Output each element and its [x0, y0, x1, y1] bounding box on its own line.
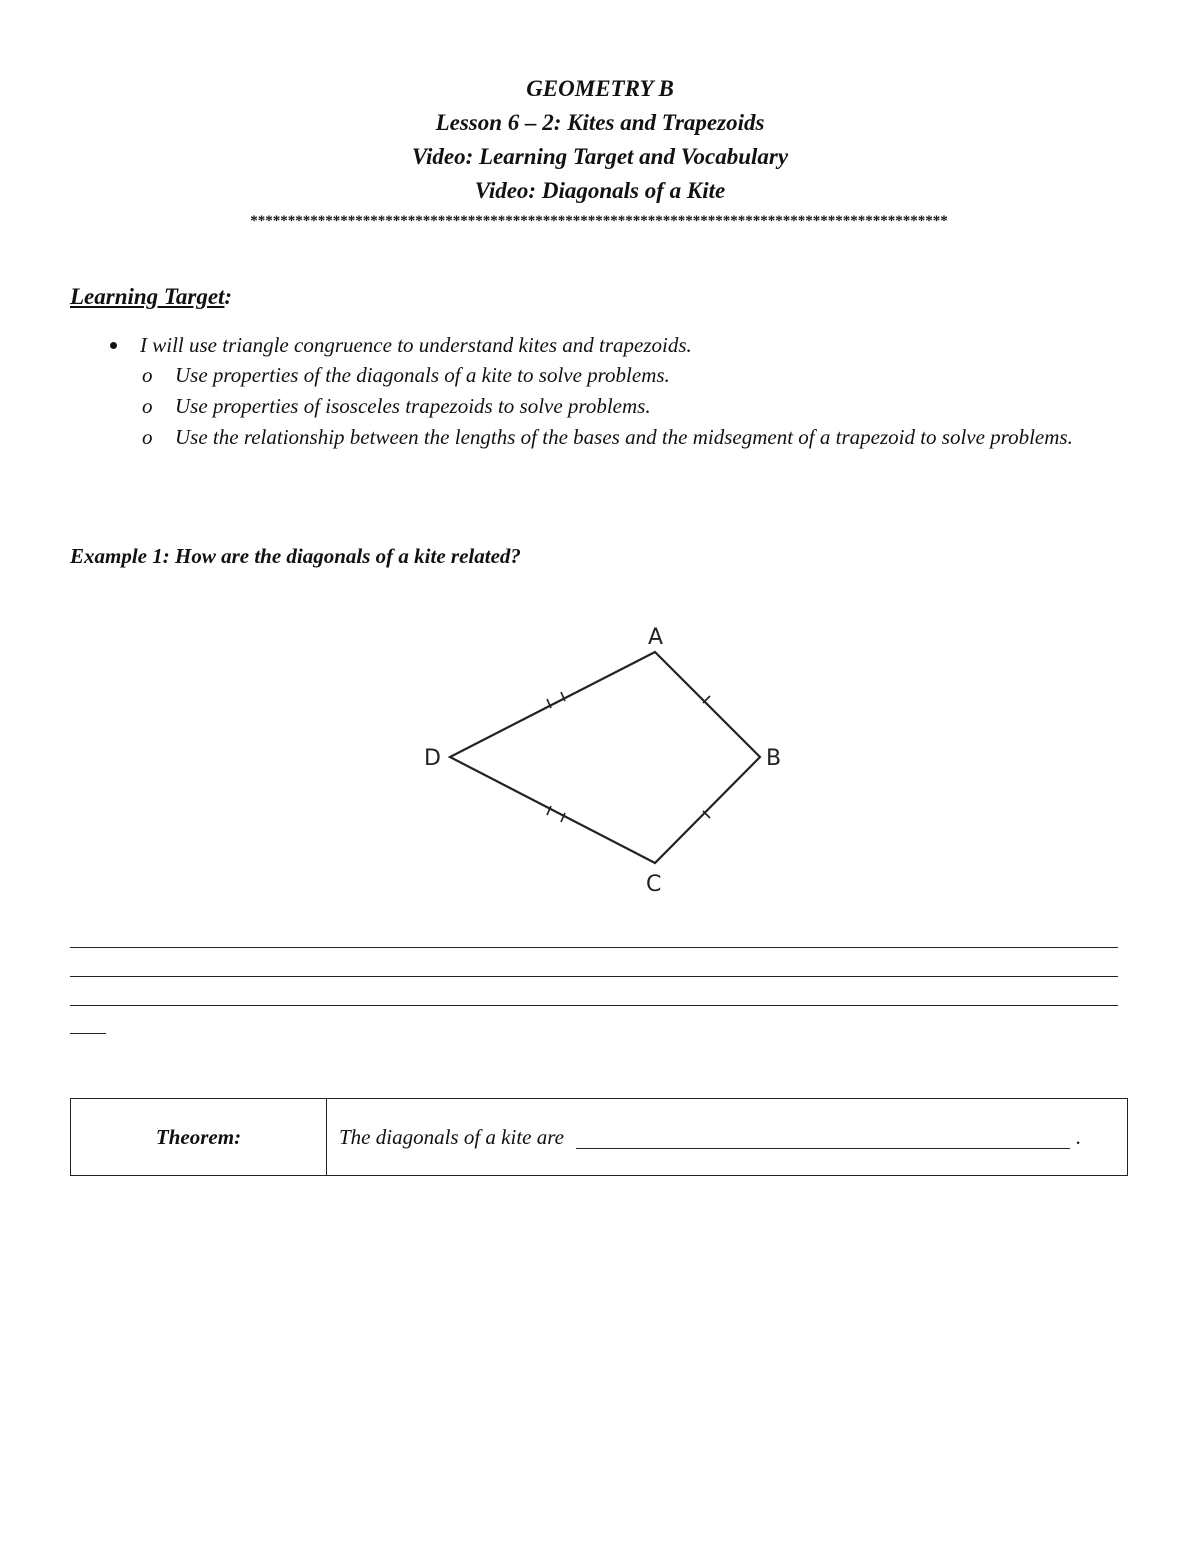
theorem-statement-text: The diagonals of a kite are	[339, 1124, 564, 1149]
theorem-box	[70, 1098, 1128, 1176]
learning-target-heading-colon: :	[224, 284, 233, 309]
vertex-label-b: B	[766, 746, 782, 771]
sub-target-text: Use properties of the diagonals of a kite to solve problems.	[175, 363, 670, 387]
learning-target-list	[70, 330, 1130, 453]
theorem-answer-blank[interactable]	[576, 1126, 1070, 1149]
course-title: GEOMETRY B	[526, 76, 674, 101]
learning-target-heading	[70, 284, 232, 310]
video-title-2: Video: Diagonals of a Kite	[474, 178, 726, 203]
lesson-title: Lesson 6 – 2: Kites and Trapezoids	[435, 110, 765, 135]
main-target-text: I will use triangle congruence to understand kites and trapezoids.	[140, 333, 692, 357]
answer-line[interactable]	[70, 947, 1118, 948]
kite-tick-marks	[547, 692, 710, 822]
answer-line[interactable]	[70, 1033, 106, 1034]
example-1-prompt: Example 1: How are the diagonals of a kite related?	[70, 544, 521, 568]
vertex-label-d: D	[424, 746, 441, 771]
bullet-icon	[110, 342, 117, 349]
list-item	[70, 330, 1130, 360]
vertex-label-c: C	[646, 872, 662, 897]
vertex-label-a: A	[648, 625, 664, 650]
sub-bullet-marker: o	[142, 394, 153, 418]
sub-target-text: Use properties of isosceles trapezoids to solve problems.	[175, 394, 651, 418]
theorem-statement	[327, 1099, 1127, 1175]
kite-shape	[450, 652, 760, 863]
sub-target-text: Use the relationship between the lengths of the bases and the midsegment of a trapezoid to solve problems.	[175, 425, 1073, 449]
answer-line[interactable]	[70, 976, 1118, 977]
sub-bullet-marker: o	[142, 425, 153, 449]
theorem-period: .	[1075, 1124, 1082, 1149]
video-title-1: Video: Learning Target and Vocabulary	[411, 144, 789, 169]
separator-stars: *********************************************************************************************	[250, 213, 948, 229]
learning-target-heading-text: Learning Target	[70, 284, 225, 309]
list-item	[70, 422, 1130, 453]
theorem-label: Theorem:	[71, 1099, 327, 1175]
document-header	[0, 72, 1200, 208]
sub-bullet-marker: o	[142, 363, 153, 387]
list-item	[70, 391, 1130, 422]
list-item	[70, 360, 1130, 391]
kite-diagram	[410, 615, 800, 900]
answer-line[interactable]	[70, 1005, 1118, 1006]
